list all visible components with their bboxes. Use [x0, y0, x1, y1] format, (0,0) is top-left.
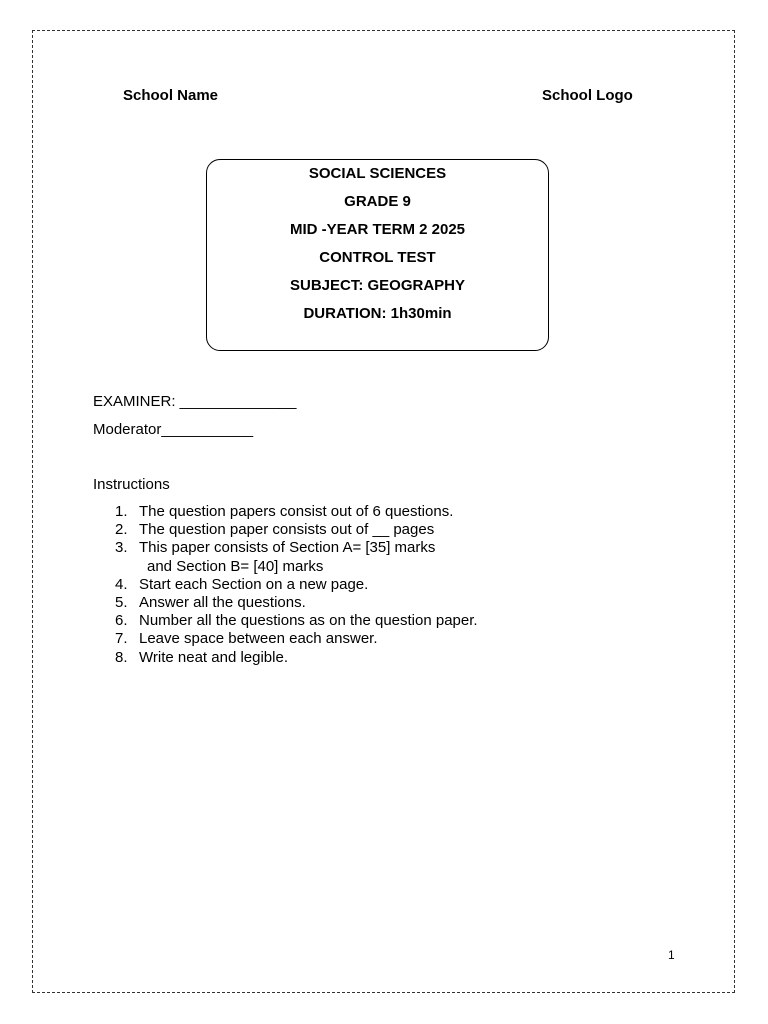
- title-grade: GRADE 9: [344, 193, 411, 210]
- moderator-field: Moderator___________: [93, 421, 254, 438]
- list-item-number: 6.: [115, 612, 128, 630]
- list-item: [93, 539, 653, 575]
- list-item: [93, 521, 653, 539]
- school-logo-placeholder: School Logo: [542, 87, 633, 104]
- title-term: MID -YEAR TERM 2 2025: [289, 221, 466, 238]
- list-item: [93, 576, 653, 594]
- title-subject: SUBJECT: GEOGRAPHY: [289, 277, 466, 294]
- title-box: [206, 159, 549, 351]
- list-item-number: 8.: [115, 648, 128, 666]
- list-item-number: 7.: [115, 630, 128, 648]
- title-duration: DURATION: 1h30min: [303, 305, 452, 322]
- list-item-continuation: and Section B= [40] marks: [147, 557, 324, 575]
- list-item-number: 3.: [115, 539, 128, 557]
- list-item-text: The question paper consists out of __ pages: [139, 521, 435, 539]
- list-item-number: 2.: [115, 521, 128, 539]
- list-item: [93, 630, 653, 648]
- list-item-text: Number all the questions as on the question paper.: [139, 612, 478, 630]
- list-item-text: Leave space between each answer.: [139, 630, 378, 648]
- list-item-text: Write neat and legible.: [139, 648, 288, 666]
- list-item-text: This paper consists of Section A= [35] marks: [139, 539, 436, 557]
- list-item-number: 4.: [115, 575, 128, 593]
- list-item: [93, 503, 653, 521]
- list-item-text: Start each Section on a new page.: [139, 575, 369, 593]
- list-item-text: Answer all the questions.: [139, 594, 306, 612]
- page-number: 1: [668, 948, 675, 962]
- list-item-number: 1.: [115, 503, 128, 520]
- list-item-text: The question papers consist out of 6 questions.: [139, 503, 454, 520]
- title-test-type: CONTROL TEST: [319, 249, 436, 266]
- title-subject-area: SOCIAL SCIENCES: [308, 165, 447, 182]
- school-name: School Name: [123, 87, 219, 104]
- list-item: [93, 594, 653, 612]
- list-item-number: 5.: [115, 594, 128, 612]
- list-item: [93, 649, 653, 667]
- instructions-list: [93, 503, 653, 667]
- examiner-field: EXAMINER: ______________: [93, 393, 297, 410]
- list-item: [93, 612, 653, 630]
- instructions-heading: Instructions: [93, 476, 170, 493]
